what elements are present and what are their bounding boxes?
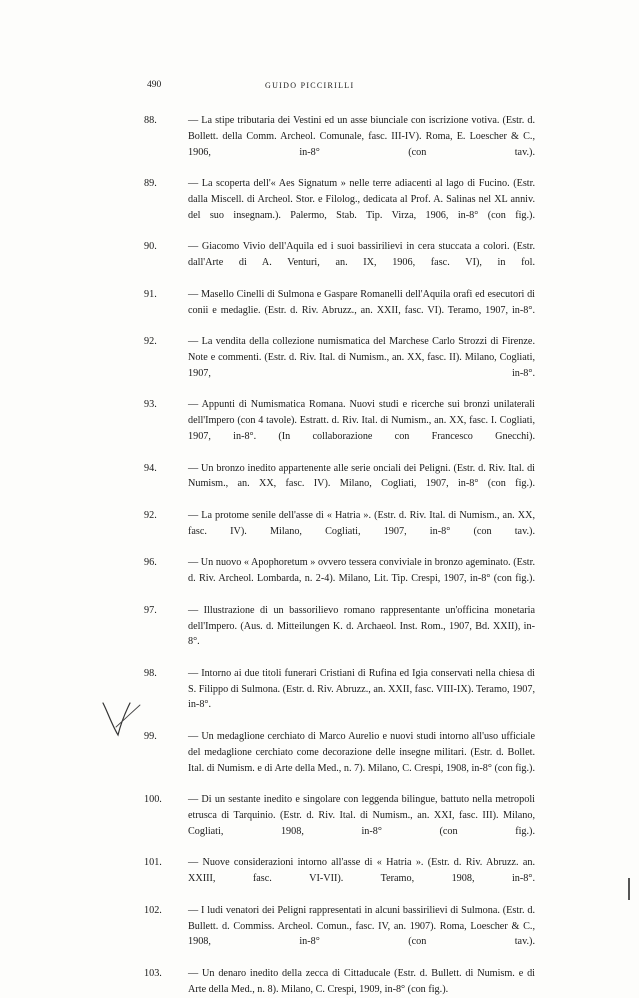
entry-text: — La protome senile dell'asse di « Hatria ». (Estr. d. Riv. Ital. di Numism., an. XX, fasc. IV). Milano, Cogliati, 1907, in-8° (con tav.). — [188, 509, 535, 537]
bibliography-entry — [144, 966, 535, 998]
entry-number: 88. — [144, 115, 157, 126]
entry-text: — La vendita della collezione numismatica del Marchese Carlo Strozzi di Firenze. Note e commenti. (Estr. d. Riv. Ital. di Numism., an. XX, fasc. II). Milano, Cogliati, 1907, in-8°. — [188, 336, 535, 379]
page-header — [147, 80, 487, 94]
entry-text: — Un denaro inedito della zecca di Cittaducale (Estr. d. Bullett. di Numism. e di Arte della Med., n. 8). Milano, C. Crespi, 1909, in-8° (con fig.). — [188, 968, 535, 995]
entry-number: 96. — [144, 557, 157, 569]
entry-text: — Un nuovo « Apophoretum » ovvero tessera conviviale in bronzo ageminato. (Estr. d. Riv. Archeol. Lombarda, n. 2-4). Milano, Lit. Tip. Crespi, 1907, in-8° (con fig.). — [188, 557, 535, 585]
bibliography-entry — [144, 729, 535, 792]
entry-number: 91. — [144, 288, 157, 300]
entry-number: 101. — [144, 857, 162, 869]
bibliography-entry — [144, 666, 535, 729]
bibliography-entry — [144, 603, 535, 666]
entry-number: 90. — [144, 241, 157, 253]
bibliography-entry — [144, 287, 535, 334]
bibliography-entry — [144, 555, 535, 602]
entry-number: 97. — [144, 604, 157, 616]
entry-text: — I ludi venatori dei Peligni rappresentati in alcuni bassirilievi di Sulmona. (Estr. d. Bullett. d. Commiss. Archeol. Comun., fasc. IV, an. 1907). Roma, Loescher & C., 1908, in-8° (con tav.). — [188, 904, 535, 948]
entry-number: 89. — [144, 178, 157, 190]
entry-text: — Di un sestante inedito e singolare con leggenda bilingue, battuto nella metropoli etrusca di Tarquinio. (Estr. d. Riv. Ital. di Numism., an. XXI, fasc. III). Milano, Cogliati, 1908, in-8° (con fig.). — [188, 794, 535, 837]
entry-text: — Un bronzo inedito appartenente alle serie onciali dei Peligni. (Estr. d. Riv. Ital. di Numism., an. XX, fasc. IV). Milano, Cogliati, 1907, in-8° (con fig.). — [188, 462, 535, 490]
bibliography-entry — [144, 334, 535, 397]
bibliography-entry — [144, 113, 535, 176]
entry-number: 92. — [144, 336, 157, 348]
entry-number: 103. — [144, 968, 162, 980]
bibliography-entry — [144, 792, 535, 855]
page-edge-mark — [628, 878, 630, 900]
entry-number: 92. — [144, 509, 157, 521]
bibliography-list — [144, 113, 535, 998]
entry-text: — La scoperta dell'« Aes Signatum » nelle terre adiacenti al lago di Fucino. (Estr. dalla Miscell. di Archeol. Stor. e Filolog., dedicata al Prof. A. Salinas nel XL anniv. del suo insegnam.). Palermo, Stab. Tip. Virza, 1906, in-8° (con fig.). — [188, 178, 535, 221]
entry-text: — Nuove considerazioni intorno all'asse di « Hatria ». (Estr. d. Riv. Abruzz. an. XXIII, fasc. VI-VII). Teramo, 1908, in-8°. — [188, 857, 535, 885]
bibliography-entry — [144, 397, 535, 460]
entry-text: — Illustrazione di un bassorilievo romano rappresentante un'officina monetaria dell'Impero. (Aus. d. Mitteilungen K. d. Archaeol. Inst. Rom., 1907, Bd. XXII), in-8°. — [188, 604, 535, 648]
entry-text: — Appunti di Numismatica Romana. Nuovi studi e ricerche sui bronzi unilaterali dell'Impero (con 4 tavole). Estratt. d. Riv. Ital. di Numism., an. XX, fasc. I. Cogliati, 1907, in-8°. (In collaborazione con Francesco Gnecchi). — [188, 399, 535, 442]
bibliography-entry — [144, 903, 535, 966]
entry-number: 102. — [144, 904, 162, 916]
bibliography-entry — [144, 855, 535, 902]
entry-number: 93. — [144, 399, 157, 411]
entry-text: — Un medaglione cerchiato di Marco Aurelio e nuovi studi intorno all'uso ufficiale del medaglione cerchiato come decorazione delle insegne militari. (Estr. d. Bollet. Ital. di Numism. e di Arte della Med., n. 7). Milano, C. Crespi, 1908, in-8° (con fig.). — [188, 731, 535, 774]
bibliography-entry — [144, 176, 535, 239]
entry-text: — La stipe tributaria dei Vestini ed un asse biunciale con iscrizione votiva. (Estr. d. Bollett. della Comm. Archeol. Comunale, fasc. III-IV). Roma, E. Loescher & C., 1906, in-8° (con tav.). — [188, 115, 535, 158]
entry-text: — Giacomo Vivio dell'Aquila ed i suoi bassirilievi in cera stuccata a colori. (Estr. dall'Arte di A. Venturi, an. IX, 1906, fasc. VI), in fol. — [188, 241, 535, 269]
page-number: 490 — [147, 80, 162, 90]
handwritten-check-mark — [100, 697, 144, 739]
entry-number: 98. — [144, 667, 157, 679]
entry-number: 100. — [144, 794, 162, 806]
bibliography-entry — [144, 508, 535, 555]
bibliography-entry — [144, 461, 535, 508]
bibliography-entry — [144, 239, 535, 286]
entry-number: 94. — [144, 462, 157, 474]
running-head: GUIDO PICCIRILLI — [265, 81, 355, 90]
entry-number: 99. — [144, 731, 157, 743]
entry-text: — Masello Cinelli di Sulmona e Gaspare Romanelli dell'Aquila orafi ed esecutori di conii e medaglie. (Estr. d. Riv. Abruzz., an. XXII, fasc. VI). Teramo, 1907, in-8°. — [188, 288, 535, 316]
entry-text: — Intorno ai due titoli funerari Cristiani di Rufina ed Igia conservati nella chiesa di S. Filippo di Sulmona. (Estr. d. Riv. Abruzz., an. XXII, fasc. VIII-IX). Teramo, 1907, in-8°. — [188, 667, 535, 711]
